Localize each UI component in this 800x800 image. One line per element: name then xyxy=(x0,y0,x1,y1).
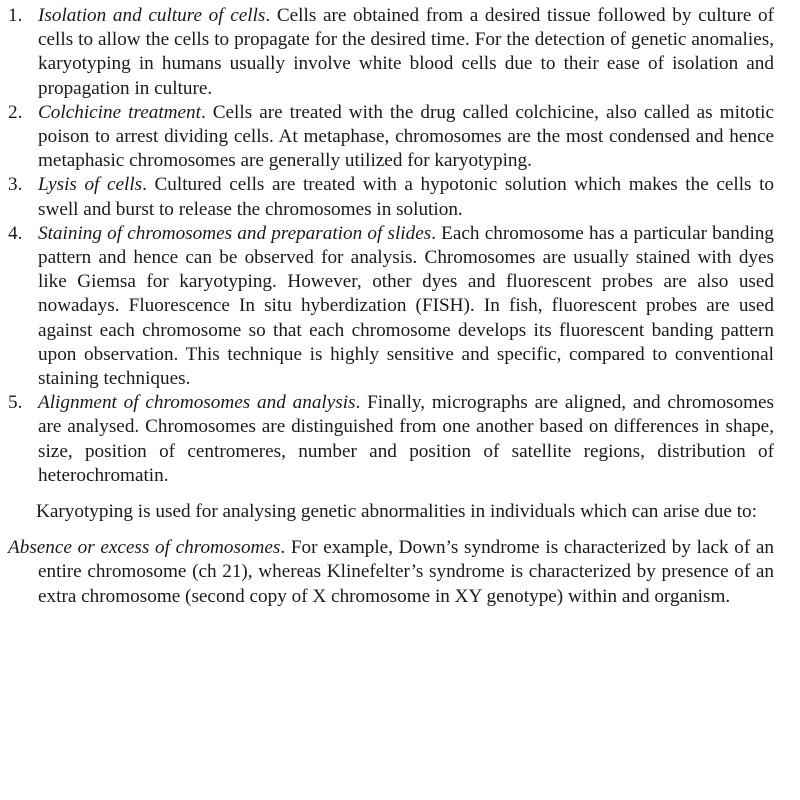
step-text: . Each chromosome has a particular banding pattern and hence can be observed for analysis. Chromosomes are usually stained with dyes like Giemsa for karyotyping. However, other dyes and fluorescent probes are also used nowadays. Fluorescence In situ hyberdization (FISH). In fish, fluorescent probes are used against each chromosome so that each chromosome develops its fluorescent banding pattern upon observation. This technique is highly sensitive and specific, compared to conventional staining techniques. xyxy=(38,222,774,390)
step-text: . Cells are obtained from a desired tissue followed by culture of cells to allow the cells to propagate for the desired time. For the detection of genetic anomalies, karyotyping in humans usually involve white blood cells due to their ease of isolation and propagation in culture. xyxy=(38,5,774,99)
list-item xyxy=(8,101,774,174)
step-text: . Cultured cells are treated with a hypotonic solution which makes the cells to swell and burst to release the chromosomes in solution. xyxy=(38,174,774,220)
step-term: Alignment of chromosomes and analysis xyxy=(38,392,356,414)
step-number: 5. xyxy=(8,392,23,414)
list-item xyxy=(8,4,774,101)
cause-term: Absence or excess of chromosomes xyxy=(8,537,281,559)
list-item xyxy=(8,222,774,391)
step-number: 4. xyxy=(8,222,23,244)
step-term: Lysis of cells xyxy=(38,174,143,196)
step-text: . Finally, micrographs are aligned, and chromosomes are analysed. Chromosomes are distinguished from one another based on differences in shape, size, position of centromeres, number and position of satellite regions, distribution of heterochromatin. xyxy=(38,392,775,486)
karyotyping-steps-list xyxy=(8,4,774,488)
step-term: Staining of chromosomes and preparation of slides xyxy=(38,222,432,244)
cause-paragraph xyxy=(8,536,774,609)
step-text: . Cells are treated with the drug called colchicine, also called as mitotic poison to arrest dividing cells. At metaphase, chromosomes are the most condensed and hence metaphasic chromosomes are generally utilized for karyotyping. xyxy=(38,101,774,172)
step-number: 3. xyxy=(8,174,23,196)
intro-paragraph: Karyotyping is used for analysing genetic abnormalities in individuals which can arise due to: xyxy=(36,501,757,523)
step-number: 2. xyxy=(8,101,23,123)
list-item xyxy=(8,391,774,488)
step-number: 1. xyxy=(8,5,23,26)
cause-text: . For example, Down’s syndrome is characterized by lack of an entire chromosome (ch 21), whereas Klinefelter’s syndrome is characterized by presence of an extra chromosome (second copy of X chromosome in XY genotype) within and organism. xyxy=(38,537,775,607)
step-term: Isolation and culture of cells xyxy=(38,5,266,26)
step-term: Colchicine treatment xyxy=(38,101,201,123)
list-item xyxy=(8,173,774,221)
